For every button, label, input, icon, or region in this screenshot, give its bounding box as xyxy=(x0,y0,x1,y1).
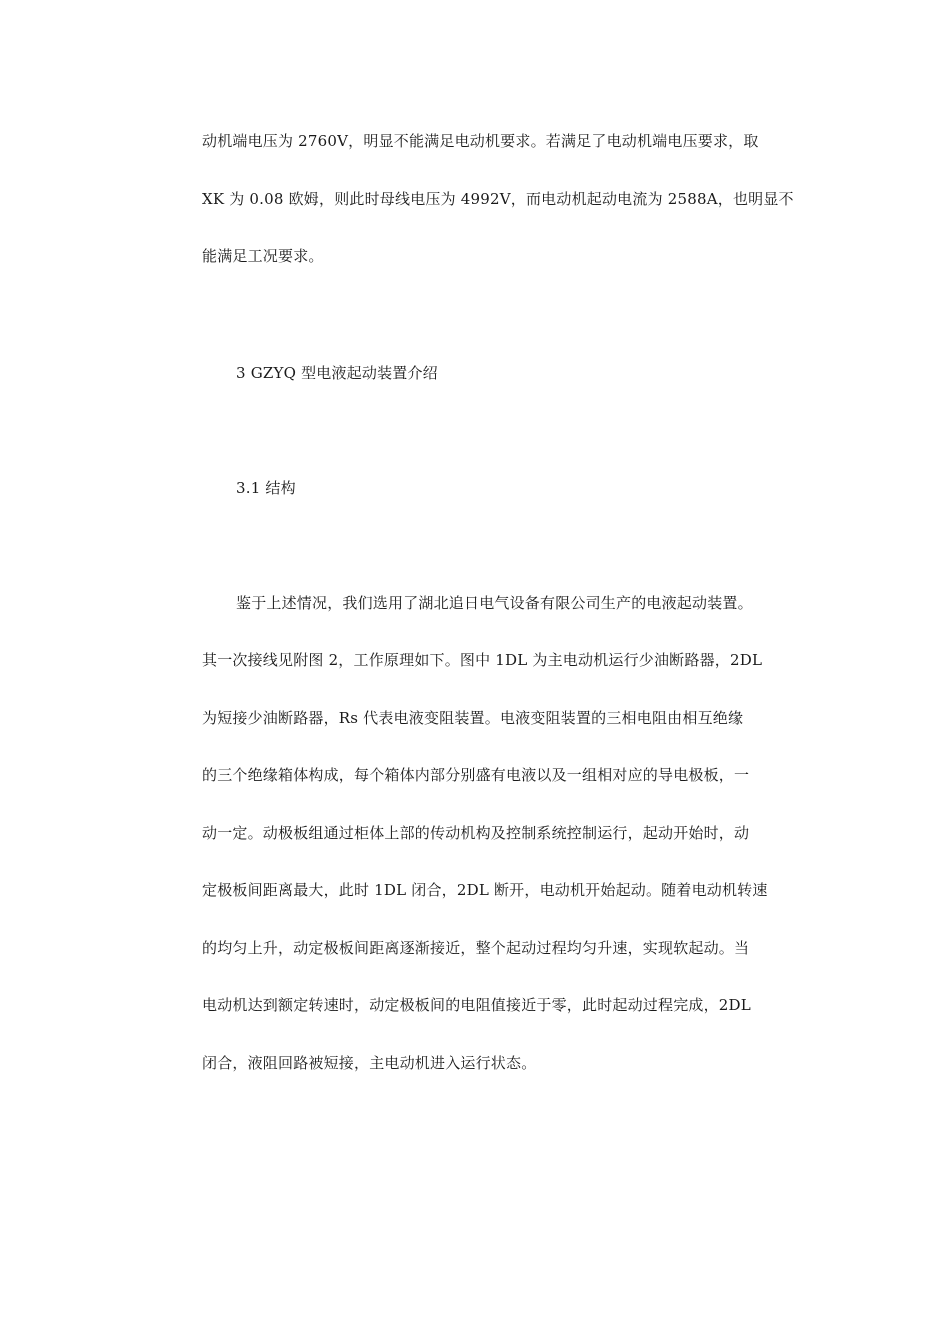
paragraph-2-line-3: 为短接少油断路器，Rs 代表电液变阻装置。电液变阻装置的三相电阻由相互绝缘 xyxy=(202,709,744,727)
paragraph-2-line-8: 电动机达到额定转速时，动定极板间的电阻值接近于零，此时起动过程完成，2DL xyxy=(202,996,751,1014)
paragraph-2-line-2: 其一次接线见附图 2，工作原理如下。图中 1DL 为主电动机运行少油断路器，2DL xyxy=(202,651,763,669)
paragraph-1-line-2: XK 为 0.08 欧姆，则此时母线电压为 4992V，而电动机起动电流为 2588A，也明显不 xyxy=(202,190,794,208)
paragraph-2-line-4: 的三个绝缘箱体构成，每个箱体内部分别盛有电液以及一组相对应的导电极板，一 xyxy=(202,766,750,784)
paragraph-2-line-6: 定极板间距离最大，此时 1DL 闭合，2DL 断开，电动机开始起动。随着电动机转速 xyxy=(202,881,768,899)
paragraph-1-line-3: 能满足工况要求。 xyxy=(202,247,324,265)
paragraph-2-line-9: 闭合，液阻回路被短接，主电动机进入运行状态。 xyxy=(202,1054,537,1072)
paragraph-2-line-1: 鉴于上述情况，我们选用了湖北追日电气设备有限公司生产的电液起动装置。 xyxy=(236,594,753,612)
subsection-heading: 3.1 结构 xyxy=(236,479,296,497)
section-heading: 3 GZYQ 型电液起动装置介绍 xyxy=(236,364,438,382)
paragraph-1-line-1: 动机端电压为 2760V，明显不能满足电动机要求。若满足了电动机端电压要求，取 xyxy=(202,132,759,150)
paragraph-2-line-7: 的均匀上升，动定极板间距离逐渐接近，整个起动过程均匀升速，实现软起动。当 xyxy=(202,939,750,957)
paragraph-2-line-5: 动一定。动极板组通过柜体上部的传动机构及控制系统控制运行，起动开始时，动 xyxy=(202,824,750,842)
